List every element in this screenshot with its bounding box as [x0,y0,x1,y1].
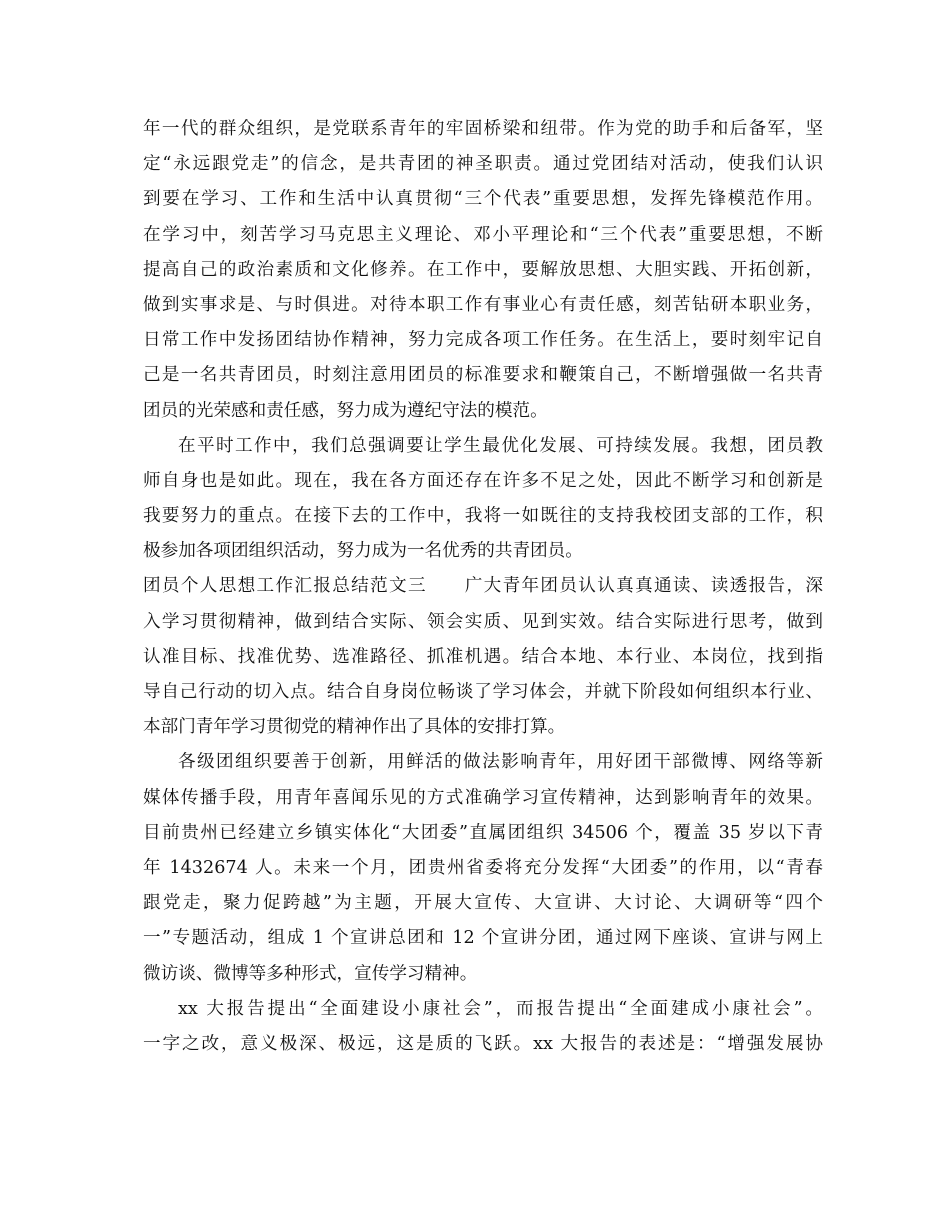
text-line: 年 1432674 人。未来一个月，团贵州省委将充分发挥“大团委”的作用，以“青春 [143,857,823,878]
text-line: 团员的光荣感和责任感，努力成为遵纪守法的模范。 [143,400,548,421]
text-line: 年一代的群众组织，是党联系青年的牢固桥梁和纽带。作为党的助手和后备军，坚 [143,119,823,139]
text-line: 导自己行动的切入点。结合自身岗位畅谈了学习体会，并就下阶段如何组织本行业、 [143,682,823,702]
text-line: 师自身也是如此。现在，我在各方面还存在许多不足之处，因此不断学习和创新是 [143,470,823,491]
text-line: 定“永远跟党走”的信念，是共青团的神圣职责。通过党团结对活动，使我们认识 [143,154,823,175]
text-line: 提高自己的政治素质和文化修养。在工作中，要解放思想、大胆实践、开拓创新， [143,259,823,280]
text-line: 极参加各项团组织活动，努力成为一名优秀的共青团员。 [143,541,583,562]
text-line: 到要在学习、工作和生活中认真贯彻“三个代表”重要思想，发挥先锋模范作用。 [143,189,823,210]
text-line: 媒体传播手段，用青年喜闻乐见的方式准确学习宣传精神，达到影响青年的效果。 [143,787,823,808]
text-line: xx 大报告提出“全面建设小康社会”，而报告提出“全面建成小康社会”。 [178,998,823,1019]
text-line: 目前贵州已经建立乡镇实体化“大团委”直属团组织 34506 个，覆盖 35 岁以下青 [143,822,823,843]
text-line: 认准目标、找准优势、选准路径、抓准机遇。结合本地、本行业、本岗位，找到指 [143,646,823,667]
text-line: 一”专题活动，组成 1 个宣讲总团和 12 个宣讲分团，通过网下座谈、宣讲与网上 [143,928,823,949]
text-line: 日常工作中发扬团结协作精神，努力完成各项工作任务。在生活上，要时刻牢记自 [143,330,823,351]
text-line: 做到实事求是、与时俱进。对待本职工作有事业心有责任感，刻苦钻研本职业务， [143,294,823,315]
text-line: 本部门青年学习贯彻党的精神作出了具体的安排打算。 [143,717,566,738]
text-line: 在学习中，刻苦学习马克思主义理论、邓小平理论和“三个代表”重要思想，不断 [143,224,823,245]
text-line: 微访谈、微博等多种形式，宣传学习精神。 [143,963,478,984]
text-line: 团员个人思想工作汇报总结范文三 广大青年团员认认真真通读、读透报告，深 [143,576,823,597]
text-line: 各级团组织要善于创新，用鲜活的做法影响青年，用好团干部微博、网络等新 [178,752,823,773]
text-line: 入学习贯彻精神，做到结合实际、领会实质、见到实效。结合实际进行思考，做到 [143,611,823,632]
text-line: 我要努力的重点。在接下去的工作中，我将一如既往的支持我校团支部的工作，积 [143,506,823,527]
document-body [143,112,823,1062]
text-line: 一字之改，意义极深、极远，这是质的飞跃。xx 大报告的表述是：“增强发展协 [143,1033,823,1054]
text-line: 己是一名共青团员，时刻注意用团员的标准要求和鞭策自己，不断增强做一名共青 [143,365,823,386]
text-line: 在平时工作中，我们总强调要让学生最优化发展、可持续发展。我想，团员教 [178,435,823,456]
text-line: 跟党走，聚力促跨越”为主题，开展大宣传、大宣讲、大讨论、大调研等“四个 [143,893,823,914]
